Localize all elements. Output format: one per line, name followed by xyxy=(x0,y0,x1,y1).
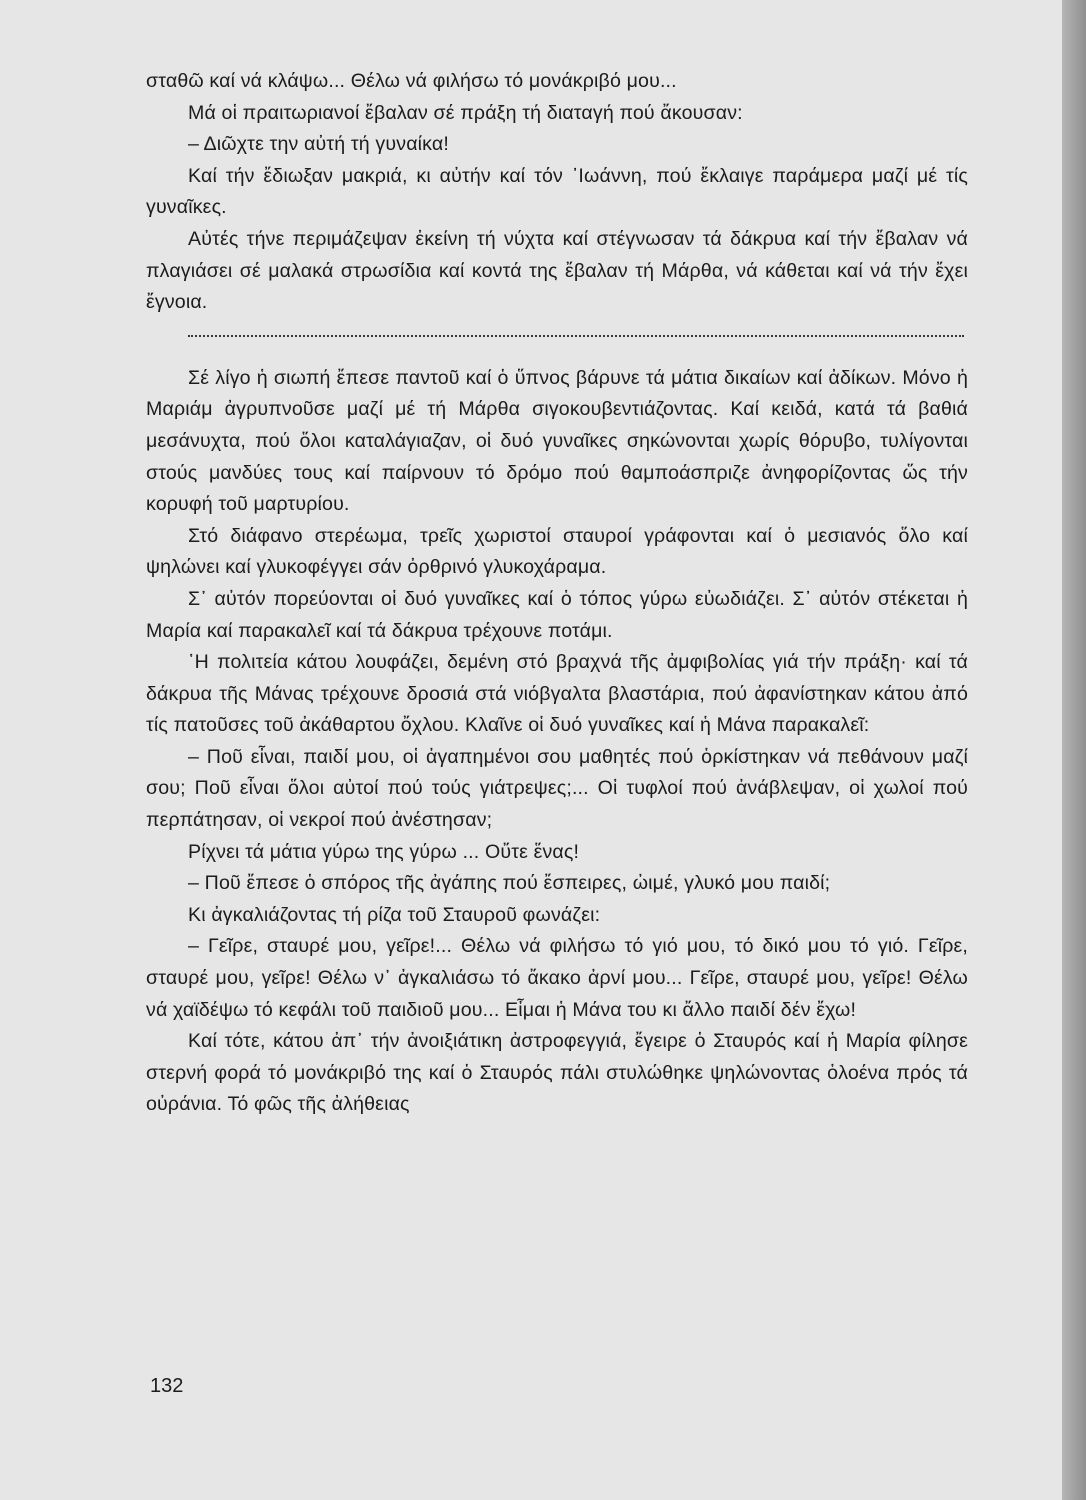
paragraph: – Ποῦ εἶναι, παιδί μου, οἱ ἀγαπημένοι σου μαθητές πού ὁρκίστηκαν νά πεθάνουν μαζί σου; Ποῦ εἶναι ὅλοι αὐτοί πού τούς γιάτρεψες;... Οἱ τυφλοί πού ἀνάβλεψαν, οἱ χωλοί πού περπάτησαν, οἱ νεκροί πού ἀνέστησαν; xyxy=(146,745,968,832)
page-edge xyxy=(1062,0,1086,1500)
paragraph: Καί τήν ἔδιωξαν μακριά, κι αὐτήν καί τόν ᾿Ιωάννη, πού ἔκλαιγε παράμερα μαζί μέ τίς γυναῖκες. xyxy=(146,164,968,219)
paragraph: – Ποῦ ἔπεσε ὁ σπόρος τῆς ἀγάπης πού ἔσπειρες, ὠιμέ, γλυκό μου παιδί; xyxy=(188,872,831,895)
paragraph: Ρίχνει τά μάτια γύρω της γύρω ... Οὔτε ἕνας! xyxy=(188,840,580,863)
paragraph: Καί τότε, κάτου ἀπ᾿ τήν ἀνοιξιάτικη ἀστροφεγγιά, ἔγειρε ὁ Σταυρός καί ἡ Μαρία φίλησε στερνή φορά τό μονάκριβό της καί ὁ Σταυρός πάλι στυλώθηκε ψηλώνοντας ὁλοένα πρός τά οὐράνια. Τό φῶς τῆς ἀλήθειας xyxy=(146,1030,968,1116)
paragraph: – Διῶχτε την αὐτή τή γυναίκα! xyxy=(188,133,449,156)
paragraph: Αὐτές τήνε περιμάζεψαν ἐκείνη τή νύχτα καί στέγνωσαν τά δάκρυα καί τήν ἔβαλαν νά πλαγιάσει σέ μαλακά στρωσίδια καί κοντά της ἔβαλαν τή Μάρθα, νά κάθεται καί νά τήν ἔχει ἔγνοια. xyxy=(146,227,968,314)
paragraph: Σέ λίγο ἡ σιωπή ἔπεσε παντοῦ καί ὁ ὕπνος βάρυνε τά μάτια δικαίων καί ἀδίκων. Μόνο ἡ Μαριάμ ἀγρυπνοῦσε μαζί μέ τή Μάρθα σιγοκουβεντιάζοντας. Καί κειδά, κατά τά βαθιά μεσάνυχτα, πού ὅλοι καταλάγιαζαν, οἱ δυό γυναῖκες σηκώνονται χωρίς θόρυβο, τυλίγονται στούς μανδύες τους καί παίρνουν τό δρόμο πού θαμποάσπριζε ἀνηφορίζοντας ὥς τήν κορυφή τοῦ μαρτυρίου. xyxy=(146,366,968,516)
page-number: 132 xyxy=(150,1375,184,1397)
paragraph: – Γεῖρε, σταυρέ μου, γεῖρε!... Θέλω νά φιλήσω τό γιό μου, τό δικό μου τό γιό. Γεῖρε, σταυρέ μου, γεῖρε! Θέλω ν᾿ ἀγκαλιάσω τό ἄκακο ἀρνί μου... Γεῖρε, σταυρέ μου, γεῖρε! Θέλω νά χαϊδέψω τό κεφάλι τοῦ παιδιοῦ μου... Εἶμαι ἡ Μάνα του κι ἄλλο παιδί δέν ἔχω! xyxy=(146,935,968,1021)
section-divider-dots xyxy=(188,307,964,337)
paragraph: Μά οἱ πραιτωριανοί ἔβαλαν σέ πράξη τή διαταγή πού ἄκουσαν: xyxy=(188,101,743,124)
paragraph: Κι ἀγκαλιάζοντας τή ρίζα τοῦ Σταυροῦ φωνάζει: xyxy=(188,903,601,926)
paragraph: σταθῶ καί νά κλάψω... Θέλω νά φιλήσω τό μονάκριβό μου... xyxy=(146,70,677,92)
paragraph: ῾Η πολιτεία κάτου λουφάζει, δεμένη στό βραχνά τῆς ἀμφιβολίας γιά τήν πράξη· καί τά δάκρυα τῆς Μάνας τρέχουνε δροσιά στά νιόβγαλτα βλαστάρια, πού ἀφανίστηκαν κάτου ἀπό τίς πατοῦσες τοῦ ἀκάθαρτου ὄχλου. Κλαῖνε οἱ δυό γυναῖκες καί ἡ Μάνα παρακαλεῖ: xyxy=(146,651,968,737)
paragraph: Στό διάφανο στερέωμα, τρεῖς χωριστοί σταυροί γράφονται καί ὁ μεσιανός ὅλο καί ψηλώνει καί γλυκοφέγγει σάν ὀρθρινό γλυκοχάραμα. xyxy=(146,524,968,579)
paragraph: Σ᾿ αὐτόν πορεύονται οἱ δυό γυναῖκες καί ὁ τόπος γύρω εὐωδιάζει. Σ᾿ αὐτόν στέκεται ἡ Μαρία καί παρακαλεῖ καί τά δάκρυα τρέχουνε ποτάμι. xyxy=(146,587,968,642)
body-text xyxy=(146,66,968,1121)
